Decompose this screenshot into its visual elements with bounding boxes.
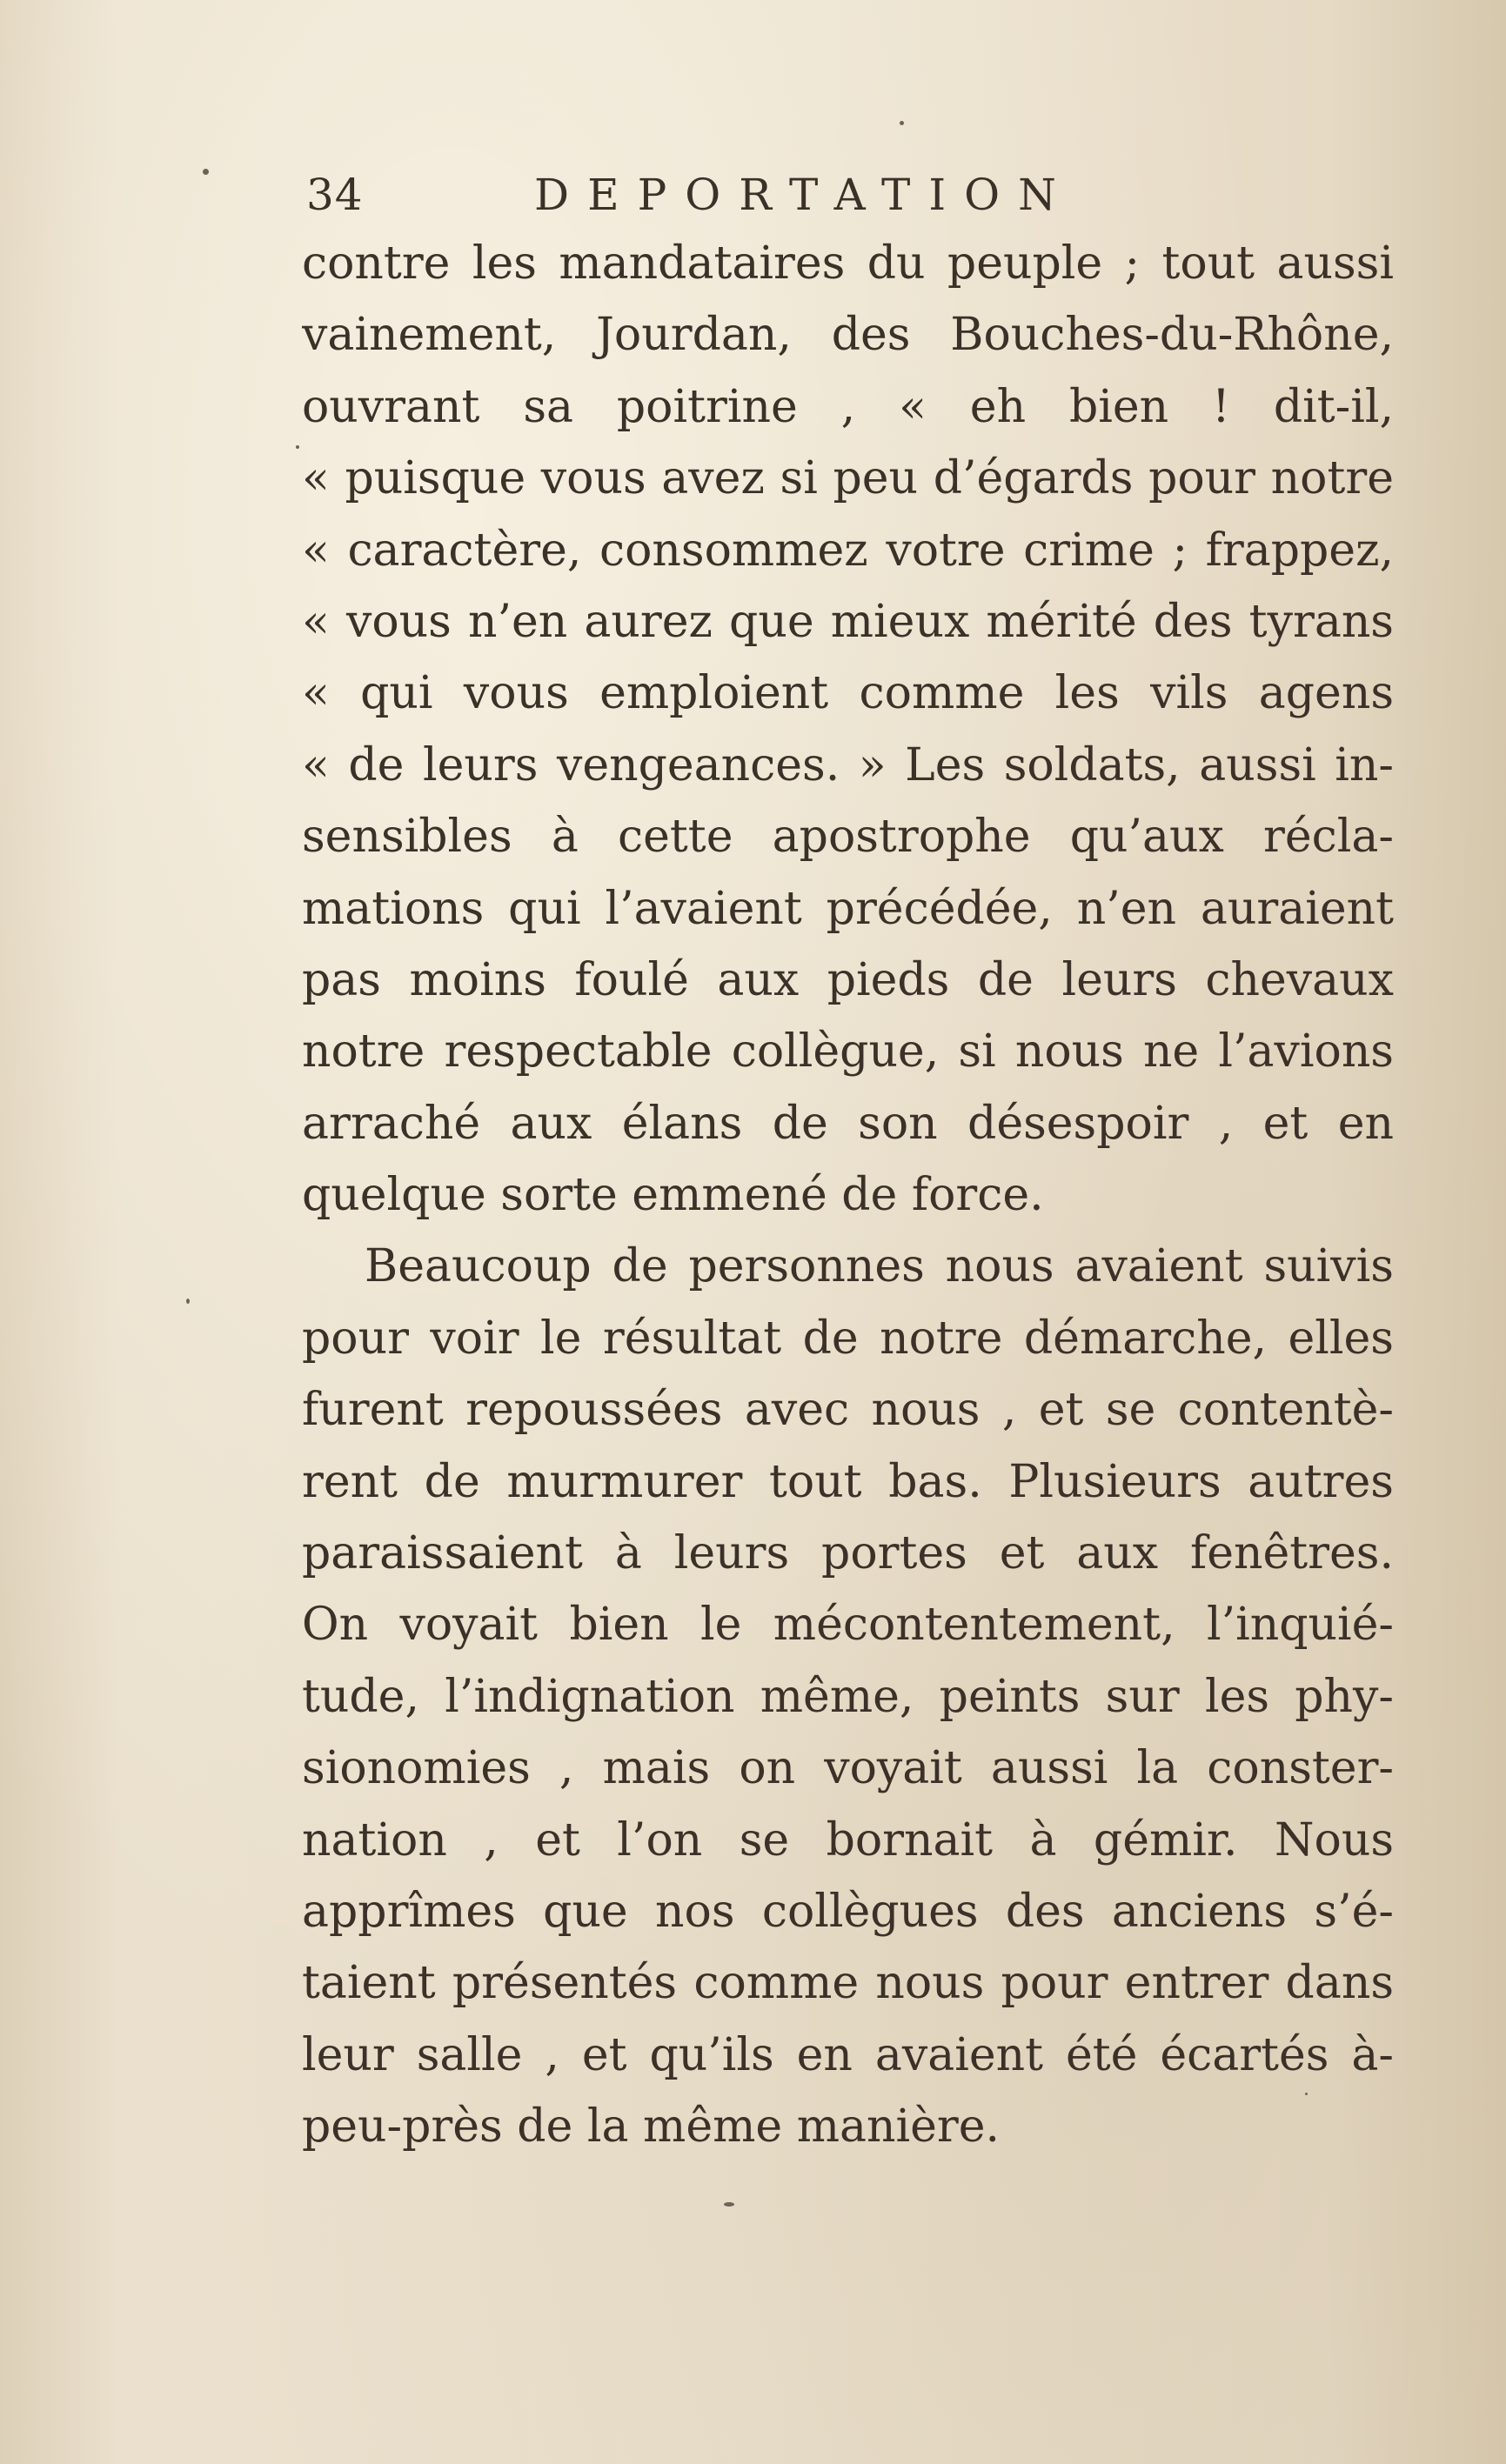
text-line: pas moins foulé aux pieds de leurs chevaux <box>302 953 1394 1006</box>
text-line: nation , et l’on se bornait à gémir. Nous <box>302 1813 1394 1866</box>
running-head <box>306 164 1394 226</box>
text-line: « puisque vous avez si peu d’égards pour notre <box>302 452 1394 505</box>
body-text <box>302 228 1394 2163</box>
paper-speck <box>296 445 299 449</box>
text-line: taient présentés comme nous pour entrer dans <box>302 1957 1394 2010</box>
text-line: « vous n’en aurez que mieux mérité des tyrans <box>302 595 1394 648</box>
text-line: tude, l’indignation même, peints sur les phy- <box>302 1670 1394 1723</box>
text-line: pour voir le résultat de notre démarche, elles <box>302 1312 1394 1365</box>
text-line: leur salle , et qu’ils en avaient été écartés à- <box>302 2028 1394 2081</box>
page-number: 34 <box>306 170 364 220</box>
text-line: vainement, Jourdan, des Bouches-du-Rhône, <box>302 309 1394 362</box>
text-line: « de leurs vengeances. » Les soldats, aussi in- <box>302 738 1394 791</box>
text-line: « caractère, consommez votre crime ; frappez, <box>302 524 1394 577</box>
text-line: paraissaient à leurs portes et aux fenêtres. <box>302 1527 1394 1580</box>
paper-speck <box>186 1299 190 1304</box>
paper-speck <box>724 2202 734 2207</box>
paper-speck <box>900 121 904 125</box>
running-title: DEPORTATION <box>534 170 1074 220</box>
text-line: notre respectable collègue, si nous ne l’avions <box>302 1025 1394 1078</box>
text-line: apprîmes que nos collègues des anciens s’é- <box>302 1885 1394 1938</box>
text-line: sensibles à cette apostrophe qu’aux récla- <box>302 811 1394 864</box>
paragraph-start-line: Beaucoup de personnes nous avaient suivis <box>365 1240 1394 1293</box>
text-line: rent de murmurer tout bas. Plusieurs autres <box>302 1455 1394 1508</box>
text-line: mations qui l’avaient précédée, n’en auraient <box>302 882 1394 935</box>
paper-speck <box>1305 2093 1308 2095</box>
paper-speck <box>203 169 209 175</box>
text-line: On voyait bien le mécontentement, l’inquié- <box>302 1599 1394 1652</box>
text-line: ouvrant sa poitrine , « eh bien ! dit-il, <box>302 380 1394 433</box>
text-line: « qui vous emploient comme les vils agens <box>302 667 1394 720</box>
text-line: arraché aux élans de son désespoir , et en <box>302 1097 1394 1150</box>
paragraph-end-line: quelque sorte emmené de force. <box>302 1169 1044 1222</box>
paragraph-end-line: peu-près de la même manière. <box>302 2100 1001 2153</box>
text-line: contre les mandataires du peuple ; tout aussi <box>302 237 1394 290</box>
text-line: furent repoussées avec nous , et se contentè- <box>302 1384 1394 1437</box>
text-line: sionomies , mais on voyait aussi la conster- <box>302 1742 1394 1795</box>
